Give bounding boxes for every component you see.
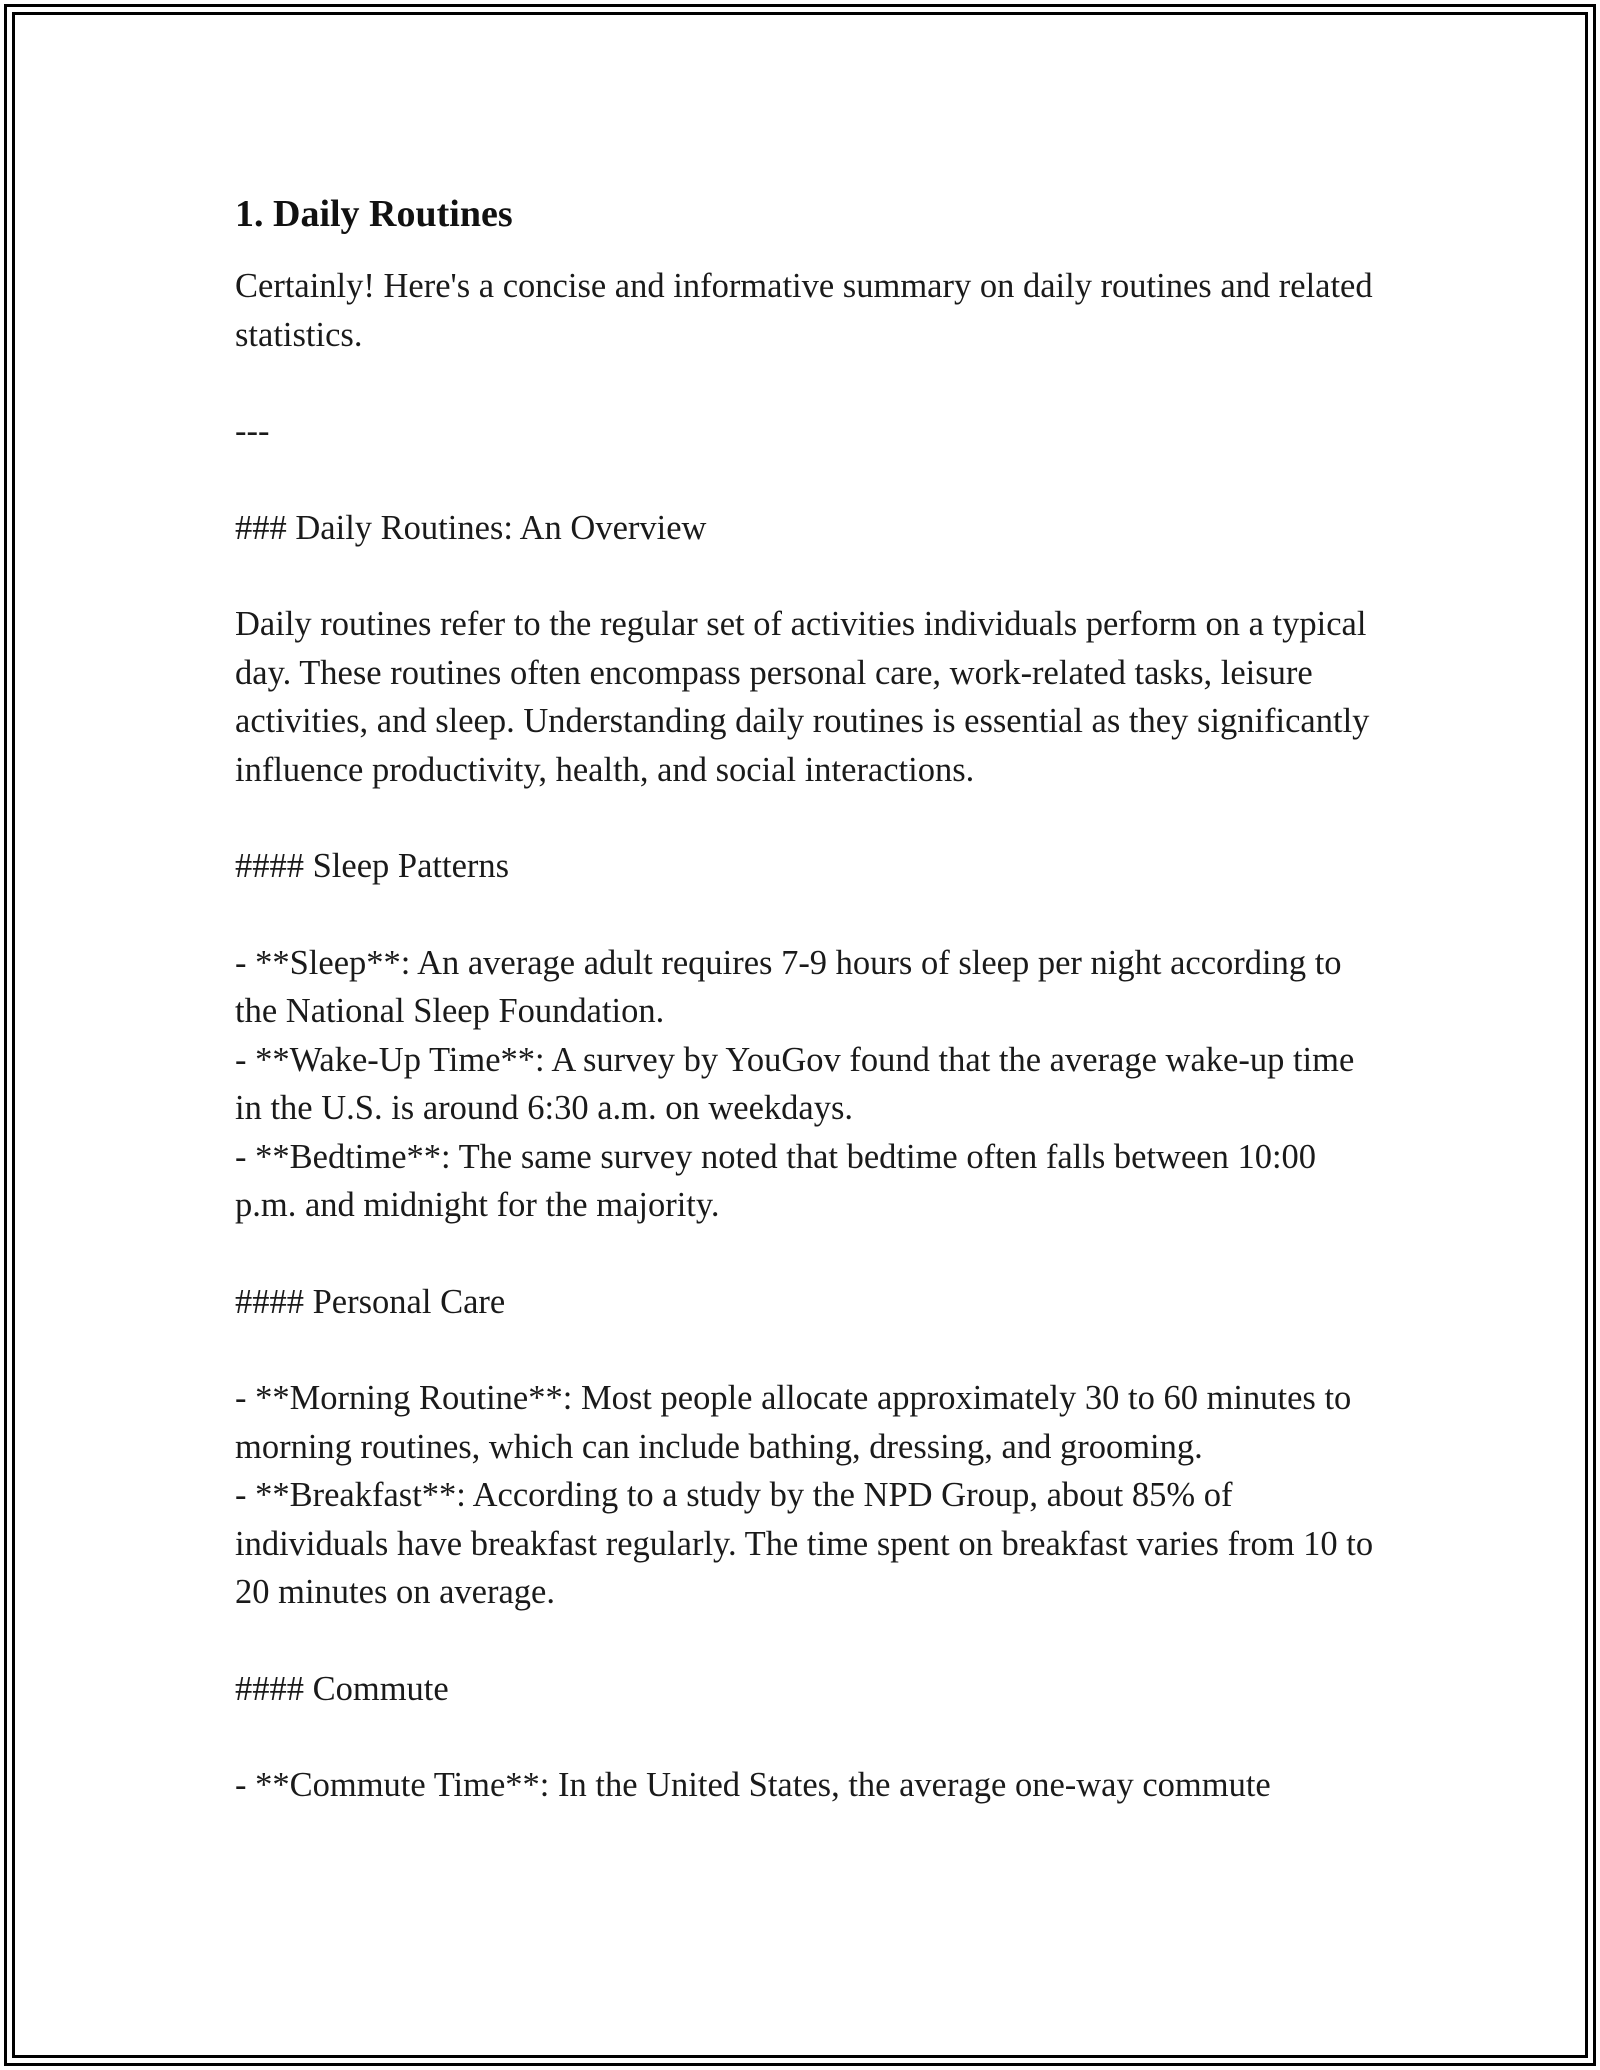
- separator-text: ---: [235, 412, 270, 450]
- personal-care-heading-text: #### Personal Care: [235, 1282, 506, 1321]
- personal-care-list: - **Morning Routine**: Most people allocate approximately 30 to 60 minutes to morning routines, which can include bathing, dressing, and grooming. - **Breakfast**: According to a study by the NPD Group, about 85% of individuals have breakfast regularly. The time spent on breakfast varies from 10 to 20 minutes on average.: [235, 1379, 1374, 1611]
- overview-paragraph: Daily routines refer to the regular set of activities individuals perform on a typical day. These routines often encompass personal care, work-related tasks, leisure activities, and sleep. Understanding daily routines is essential as they significantly influence productivity, health, and social interactions.: [235, 605, 1370, 789]
- document-title: 1. Daily Routines: [235, 193, 513, 235]
- intro-paragraph: Certainly! Here's a concise and informative summary on daily routines and related statistics.: [235, 267, 1373, 354]
- overview-heading-text: ### Daily Routines: An Overview: [235, 508, 707, 547]
- sleep-patterns-list: - **Sleep**: An average adult requires 7-9 hours of sleep per night according to the National Sleep Foundation. - **Wake-Up Time**: A survey by YouGov found that the average wake-up time in the U.S. is around 6:30 a.m. on weekdays. - **Bedtime**: The same survey noted that bedtime often falls between 10:00 p.m. and midnight for the majority.: [235, 943, 1355, 1224]
- sleep-patterns-heading-text: #### Sleep Patterns: [235, 847, 510, 885]
- commute-heading-text: #### Commute: [235, 1669, 449, 1708]
- commute-list: - **Commute Time**: In the United States, the average one-way commute: [235, 1766, 1271, 1804]
- document-page: [235, 186, 1385, 1858]
